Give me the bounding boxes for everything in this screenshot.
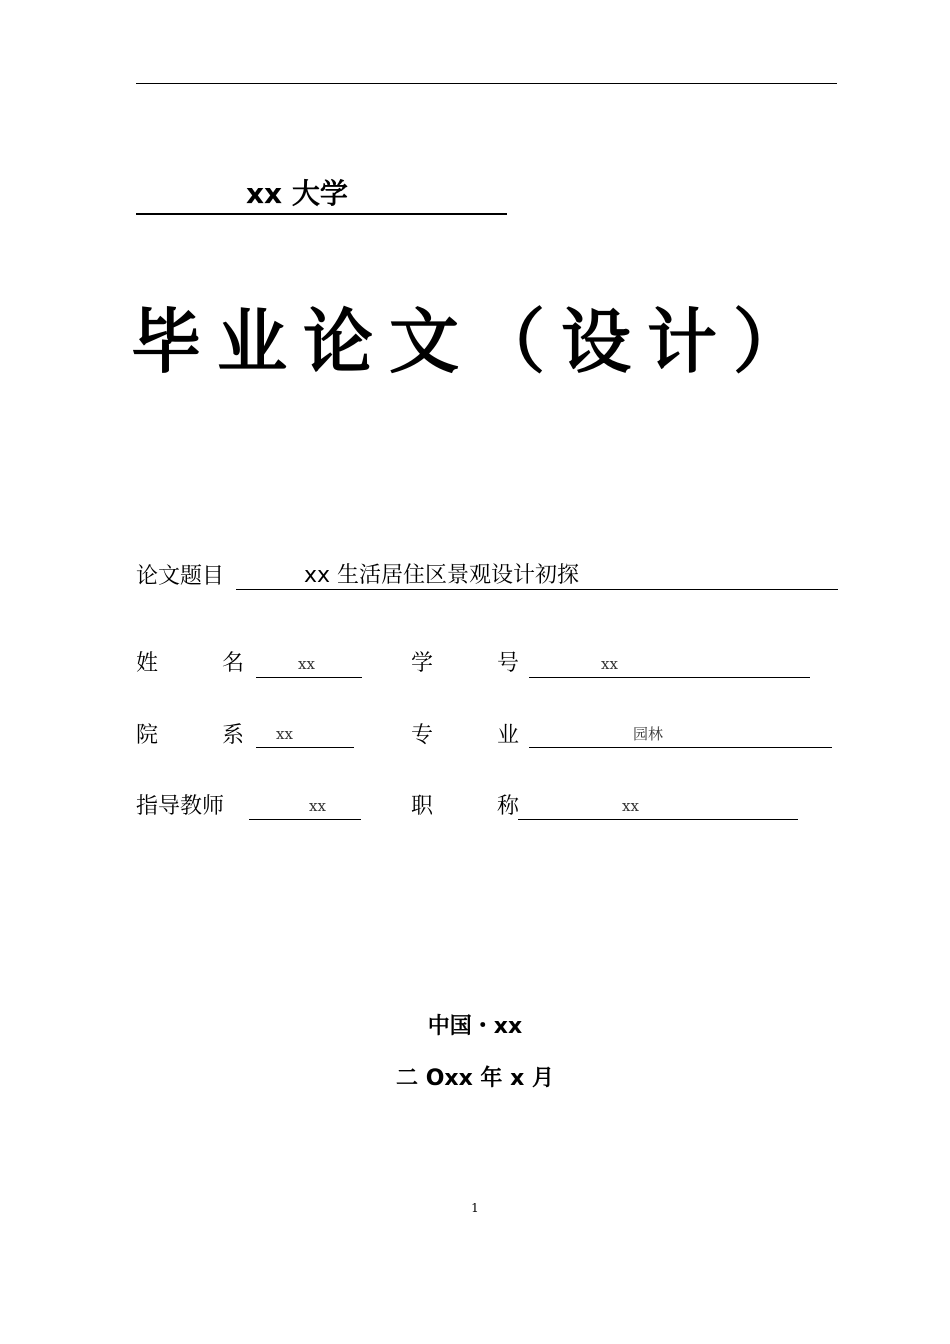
- department-label: [136, 721, 244, 751]
- student-id-label-b: 号: [496, 651, 519, 676]
- header-rule: [136, 83, 837, 84]
- page-title: 毕业论文（设计）: [131, 301, 819, 383]
- title-rank-label-b: 称: [496, 794, 519, 819]
- student-id-label: [411, 649, 519, 679]
- university-name: xx 大学: [246, 177, 348, 210]
- name-label-a: 姓: [136, 651, 159, 676]
- name-label-b: 名: [221, 651, 244, 676]
- topic-field: xx 生活居住区景观设计初探: [236, 562, 838, 590]
- advisor-label: 指导教师: [136, 794, 225, 819]
- title-rank-field: xx: [518, 792, 798, 820]
- student-id-label-a: 学: [411, 651, 434, 676]
- title-rank-label: [411, 792, 519, 822]
- location: 中国・xx: [427, 1014, 523, 1039]
- department-label-b: 系: [221, 723, 244, 748]
- university-line: [136, 175, 507, 215]
- student-id-field: xx: [529, 650, 810, 678]
- major-field: 园林: [529, 720, 832, 748]
- major-label-b: 业: [496, 723, 519, 748]
- advisor-field: xx: [249, 792, 361, 820]
- major-label-a: 专: [411, 723, 434, 748]
- department-field: xx: [256, 720, 354, 748]
- major-label: [411, 721, 519, 751]
- name-field: xx: [256, 650, 362, 678]
- topic-label: 论文题目: [136, 564, 225, 589]
- page-number: 1: [471, 1201, 479, 1215]
- date: 二 Oxx 年 x 月: [396, 1066, 554, 1091]
- department-label-a: 院: [136, 723, 159, 748]
- title-rank-label-a: 职: [411, 794, 434, 819]
- name-label: [136, 649, 244, 679]
